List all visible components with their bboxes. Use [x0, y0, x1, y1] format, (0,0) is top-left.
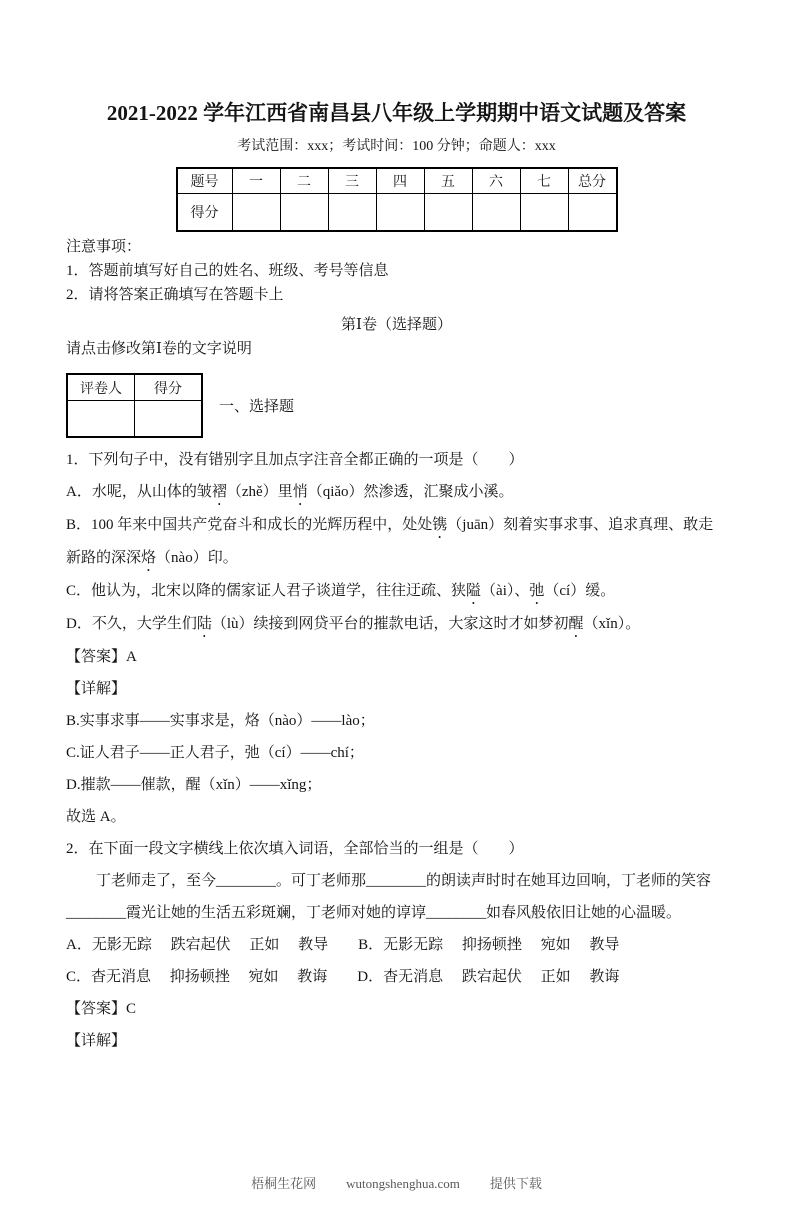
part1-title: 一、选择题 — [219, 399, 295, 415]
score-table-header-cell: 题号 — [177, 168, 233, 194]
score-cell-empty — [568, 194, 617, 232]
score-table-header-cell: 三 — [328, 168, 376, 194]
grader-table — [66, 373, 203, 438]
score-table-header-cell: 七 — [520, 168, 568, 194]
score-table-header-row — [177, 168, 617, 194]
q1-explain-d: D.摧款——催款，醒（xǐn）——xǐng； — [66, 777, 322, 793]
section1-title: 第Ⅰ卷（选择题） — [341, 317, 452, 333]
score-cell-empty — [232, 194, 280, 232]
q2-option-line-cd: C．杳无消息 抑扬顿挫 宛如 教诲 D．杳无消息 跌宕起伏 正如 教诲 — [66, 969, 620, 985]
site-url[interactable]: wutongshenghua.com — [346, 1176, 460, 1191]
grader-header-reviewer: 评卷人 — [67, 374, 135, 401]
q1-conclusion: 故选 A。 — [66, 809, 126, 825]
q2-stem: 2．在下面一段文字横线上依次填入词语，全部恰当的一组是（ ） — [66, 841, 524, 857]
page-footer — [0, 1173, 793, 1192]
exam-document-page — [0, 98, 793, 1057]
score-table-header-cell: 总分 — [568, 168, 617, 194]
site-name: 梧桐生花网 — [251, 1176, 317, 1191]
q1-stem: 1．下列句子中，没有错别字且加点字注音全都正确的一项是（ ） — [66, 452, 524, 468]
grader-header-score: 得分 — [135, 374, 203, 401]
q1-option-d: D．不久，大学生们陆（lù）续接到网贷平台的摧款电话，大家这时才如梦初醒（xǐn）。 — [66, 616, 641, 632]
answer-label: 【答案】 — [66, 649, 127, 665]
q1-option-c: C．他认为，北宋以降的儒家证人君子谈道学，往往迂疏、狭隘（ài）、弛（cí）缓。 — [66, 583, 616, 599]
q1-option-b: B．100 年来中国共产党奋斗和成长的光辉历程中，处处镌（juān）刻着实事求事、追求真理、敢走新路的深深烙（nào）印。 — [66, 517, 714, 566]
q1-option-a: A．水呢，从山体的皱褶（zhě）里悄（qiǎo）然渗透，汇聚成小溪。 — [66, 484, 514, 500]
section1-edit-hint[interactable]: 请点击修改第Ⅰ卷的文字说明 — [66, 341, 252, 357]
q2-passage: 丁老师走了，至今________。可丁老师那________的朗读声时时在她耳边回响，丁老师的笑容________霞光让她的生活五彩斑斓，丁老师对她的谆谆________如春风般依旧让她的心温暖。 — [66, 873, 712, 921]
grader-table-header-row — [67, 374, 202, 401]
q2-detail-label: 【详解】 — [66, 1033, 127, 1049]
score-table-header-cell: 六 — [472, 168, 520, 194]
q2-answer-value: C — [126, 1001, 137, 1017]
note-item-2: 2．请将答案正确填写在答题卡上 — [66, 287, 284, 303]
score-table — [176, 167, 618, 232]
notes-title: 注意事项： — [66, 239, 142, 255]
grader-score-block — [66, 373, 727, 438]
score-cell-empty — [376, 194, 424, 232]
grader-cell-empty — [135, 401, 203, 438]
score-cell-empty — [520, 194, 568, 232]
score-table-score-row — [177, 194, 617, 232]
q1-explain-b: B.实事求事——实事求是，烙（nào）——lào； — [66, 713, 375, 729]
q2-option-line-ab: A．无影无踪 跌宕起伏 正如 教导 B．无影无踪 抑扬顿挫 宛如 教导 — [66, 937, 620, 953]
questions-area — [66, 444, 727, 1057]
q1-explain-c: C.证人君子——正人君子，弛（cí）——chí； — [66, 745, 364, 761]
q1-answer-line — [66, 641, 727, 673]
score-cell-empty — [424, 194, 472, 232]
score-row-label: 得分 — [177, 194, 233, 232]
download-hint: 提供下载 — [489, 1176, 542, 1191]
page-title: 2021-2022 学年江西省南昌县八年级上学期期中语文试题及答案 — [106, 101, 687, 125]
grader-cell-empty — [67, 401, 135, 438]
notes-block — [66, 235, 727, 307]
score-table-header-cell: 五 — [424, 168, 472, 194]
score-table-header-cell: 一 — [232, 168, 280, 194]
score-table-header-cell: 二 — [280, 168, 328, 194]
grader-table-empty-row — [67, 401, 202, 438]
score-cell-empty — [328, 194, 376, 232]
q2-answer-line — [66, 993, 727, 1025]
score-table-header-cell: 四 — [376, 168, 424, 194]
q1-answer-value: A — [126, 649, 137, 665]
score-cell-empty — [280, 194, 328, 232]
note-item-1: 1．答题前填写好自己的姓名、班级、考号等信息 — [66, 263, 389, 279]
score-cell-empty — [472, 194, 520, 232]
q1-detail-label: 【详解】 — [66, 681, 127, 697]
exam-info: 考试范围：xxx；考试时间：100 分钟；命题人：xxx — [237, 139, 556, 154]
answer-label: 【答案】 — [66, 1001, 127, 1017]
